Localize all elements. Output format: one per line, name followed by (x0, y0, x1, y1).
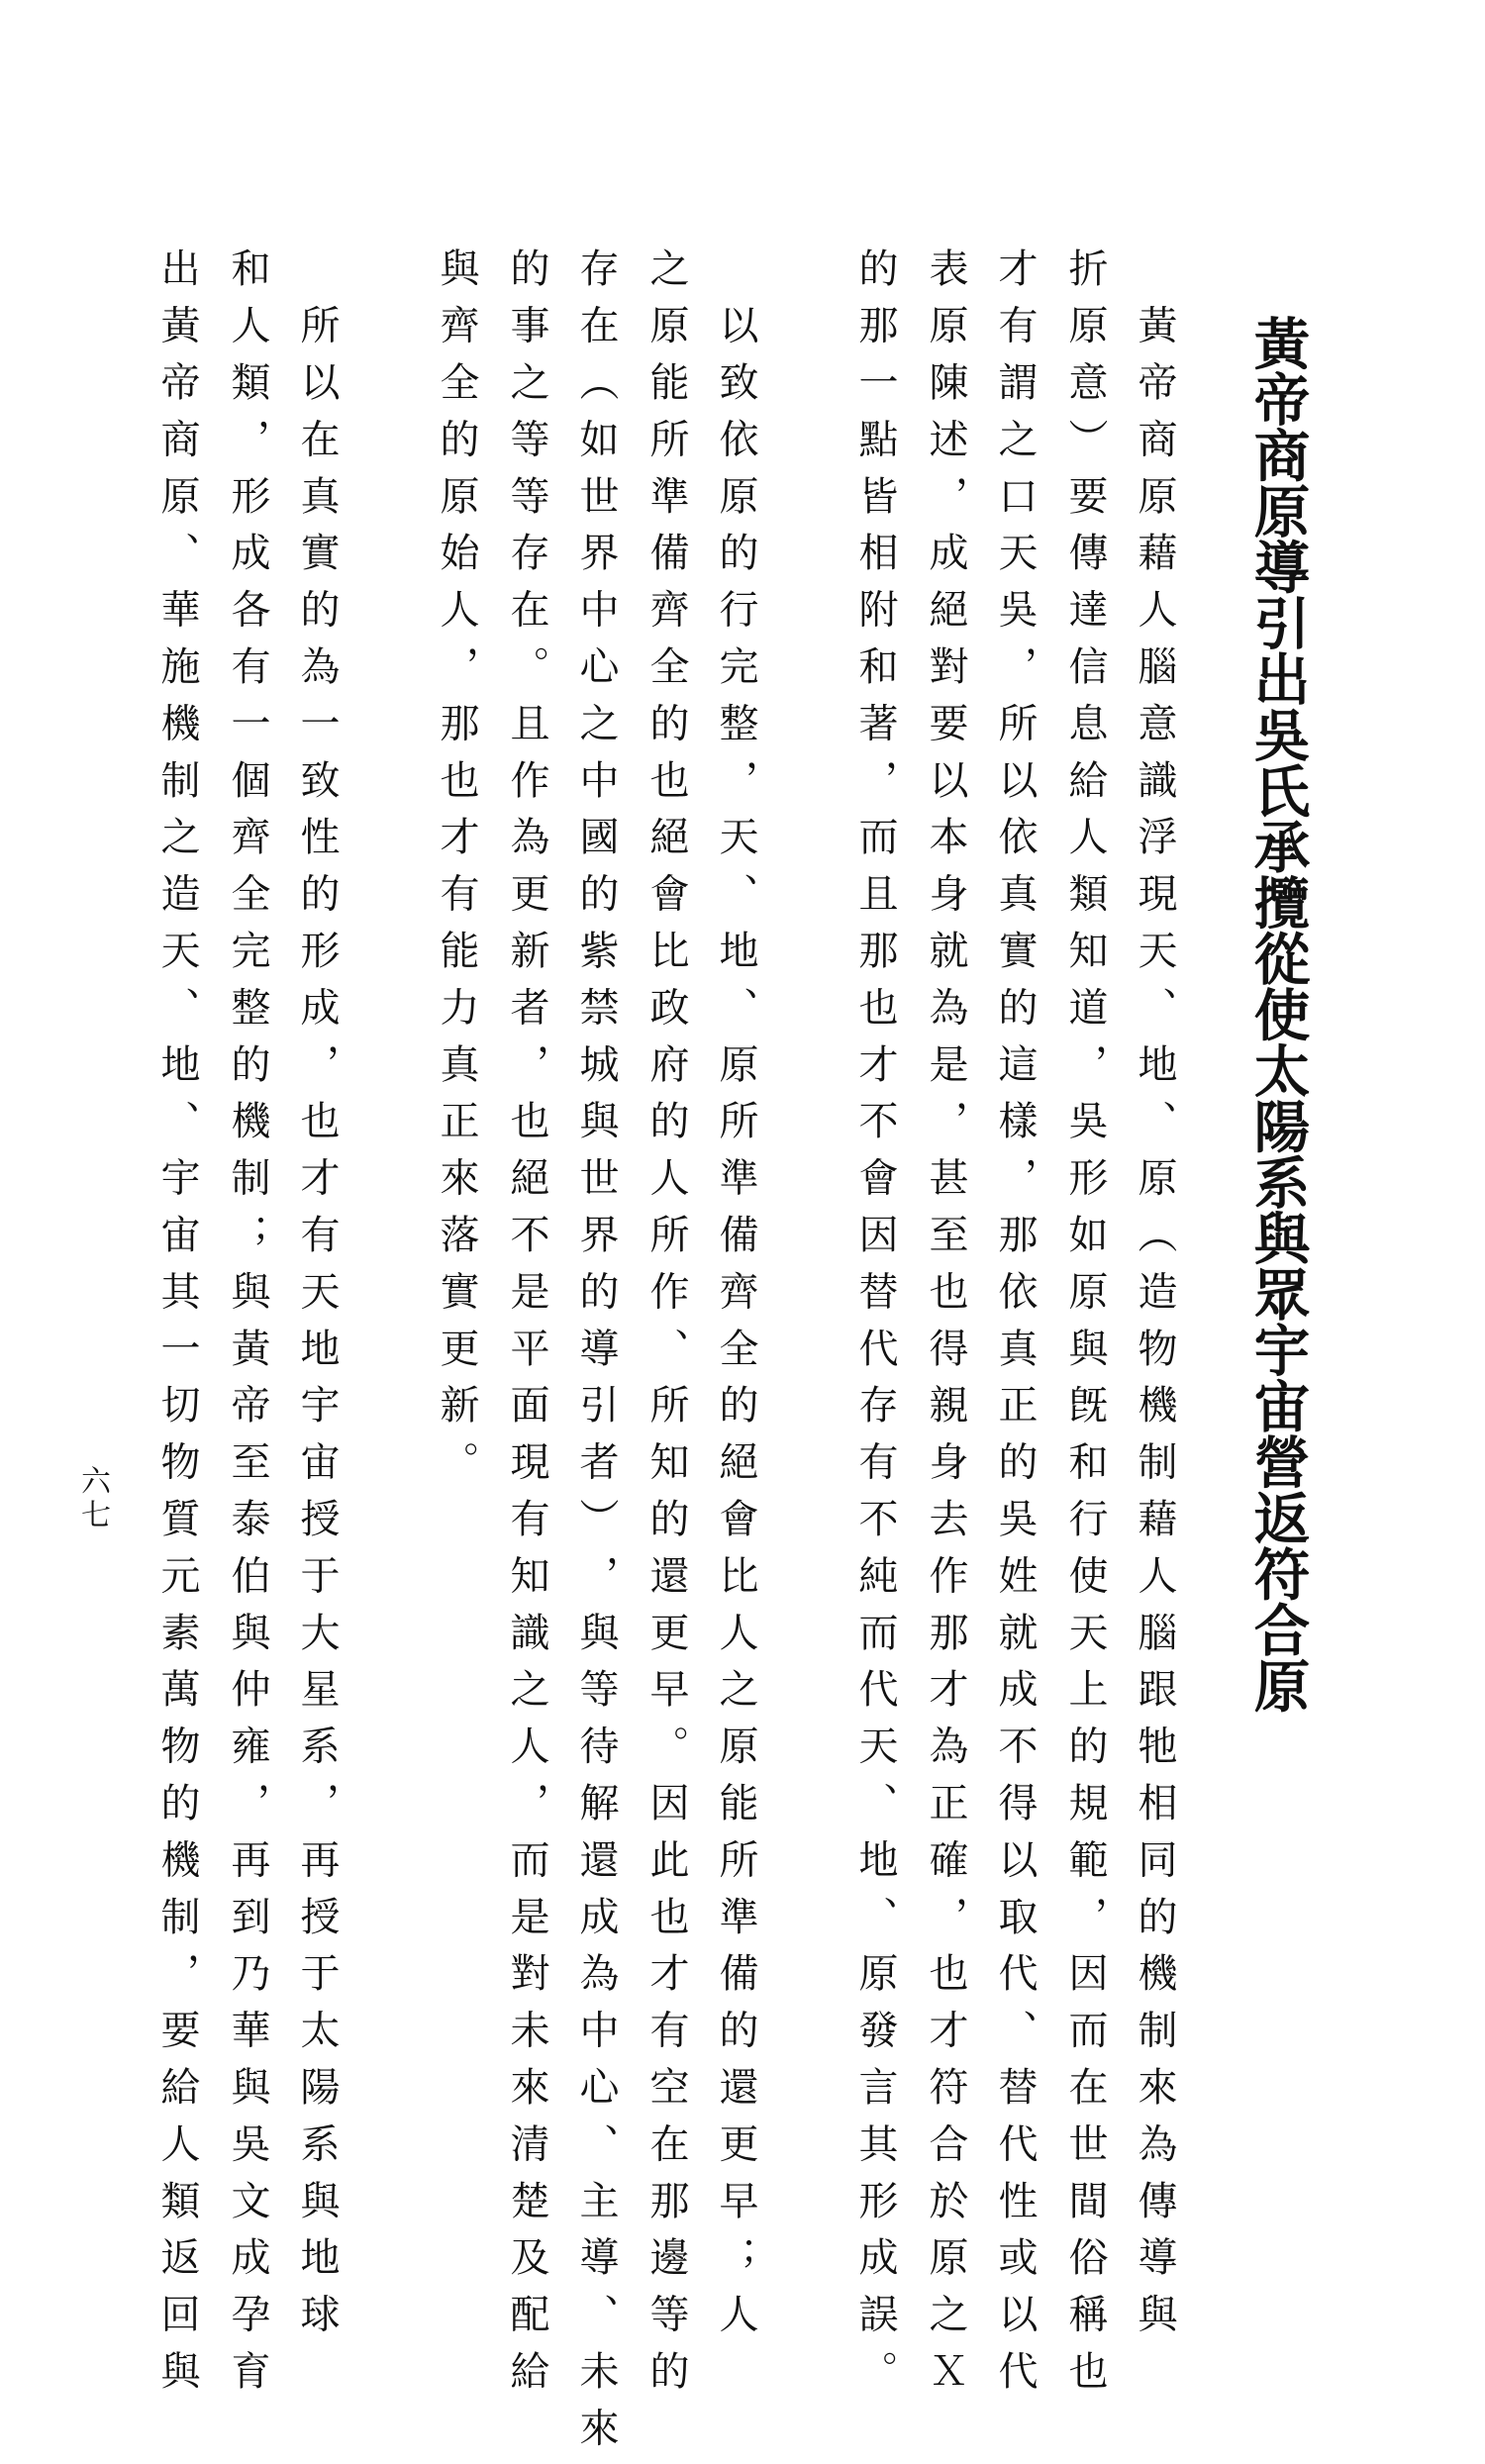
text-column-8: 之原能所準備齊全的也絕會比政府的人所作、所知的還更早。因此也才有空在那邊等的 (644, 247, 689, 2408)
page-number: 六七 (75, 1465, 110, 1532)
page-title: 黃帝商原導引出吳氏承攬從使太陽系與眾宇宙營返符合原 (1244, 315, 1311, 1714)
text-column-11: 與齊全的原始人，那也才有能力真正來落實更新。 (434, 247, 479, 1498)
text-column-9: 存在︵如世界中心之中國的紫禁城與世界的導引者︶，與等待解還成為中心、主導、未來 (573, 247, 619, 2464)
text-column-15: 出黃帝商原、華施機制之造天、地、宇宙其一切物質元素萬物的機制，要給人類返回與 (154, 247, 200, 2408)
text-column-10: 的事之等等存在。且作為更新者，也絕不是平面現有知識之人，而是對未來清楚及配給 (504, 247, 549, 2408)
text-column-1: 黃帝商原藉人腦意識浮現天、地、原︵造物機制藉人腦跟牠相同的機制來為傳導與 (1132, 247, 1177, 2350)
text-column-4: 表原陳述，成絕對要以本身就為是，甚至也得親身去作那才為正確，也才符合於原之Ｘ (923, 247, 968, 2408)
text-column-14: 和人類，形成各有一個齊全完整的機制；與黃帝至泰伯與仲雍，再到乃華與吳文成孕育 (225, 247, 270, 2408)
text-column-13: 所以在真實的為一致性的形成，也才有天地宇宙授于大星系，再授于太陽系與地球 (294, 247, 340, 2350)
text-column-5: 的那一點皆相附和著，而且那也才不會因替代存有不純而代天、地、原發言其形成誤。 (852, 247, 898, 2408)
text-column-2: 折原意︶要傳達信息給人類知道，吳形如原與旣和行使天上的規範，因而在世間俗稱也 (1062, 247, 1108, 2408)
text-column-3: 才有謂之口天吳，所以依真實的這樣，那依真正的吳姓就成不得以取代、替代性或以代 (992, 247, 1038, 2408)
text-column-7: 以致依原的行完整，天、地、原所準備齊全的絕會比人之原能所準備的還更早；人 (713, 247, 758, 2350)
